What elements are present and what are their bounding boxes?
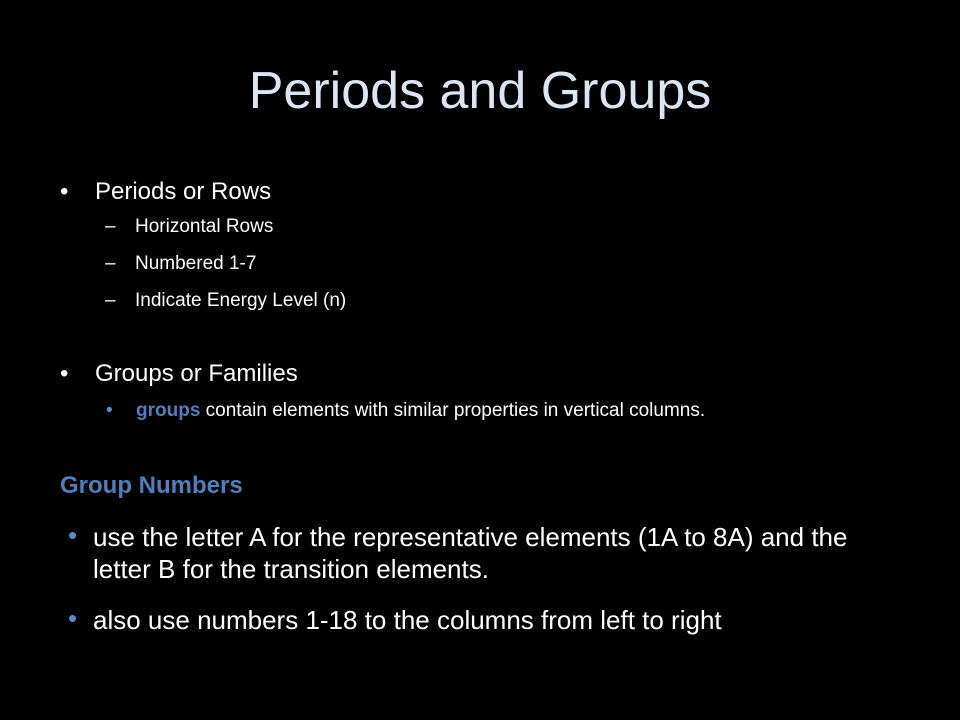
group-numbers-item (68, 604, 888, 636)
bullet-icon: • (60, 178, 69, 205)
groups-bullet (106, 398, 826, 424)
group-numbers-item (68, 521, 888, 585)
dash-icon: – (105, 216, 116, 237)
groups-bullet-text (136, 398, 826, 424)
slide-title: Periods and Groups (248, 62, 712, 120)
periods-item-label: Horizontal Rows (135, 216, 274, 237)
groups-bullet-rest: contain elements with similar properties in vertical columns. (200, 400, 706, 421)
bullet-icon: • (68, 603, 78, 633)
periods-item-label: Numbered 1-7 (135, 253, 257, 274)
bullet-icon: • (106, 400, 113, 421)
periods-item (105, 252, 256, 276)
periods-item (105, 289, 346, 313)
periods-item-label: Indicate Energy Level (n) (135, 290, 347, 311)
bullet-icon: • (68, 520, 78, 550)
groups-keyword: groups (136, 400, 201, 421)
groups-heading: Groups or Families (95, 360, 298, 387)
group-numbers-item-text: use the letter A for the representative elements (1A to 8A) and the letter B for the transition elements. (93, 522, 848, 584)
periods-heading: Periods or Rows (95, 178, 272, 205)
group-numbers-heading: Group Numbers (60, 472, 243, 499)
dash-icon: – (105, 290, 116, 311)
bullet-icon: • (60, 360, 69, 387)
group-numbers-item-text: also use numbers 1-18 to the columns from left to right (93, 605, 722, 635)
periods-item (105, 215, 273, 239)
dash-icon: – (105, 253, 116, 274)
